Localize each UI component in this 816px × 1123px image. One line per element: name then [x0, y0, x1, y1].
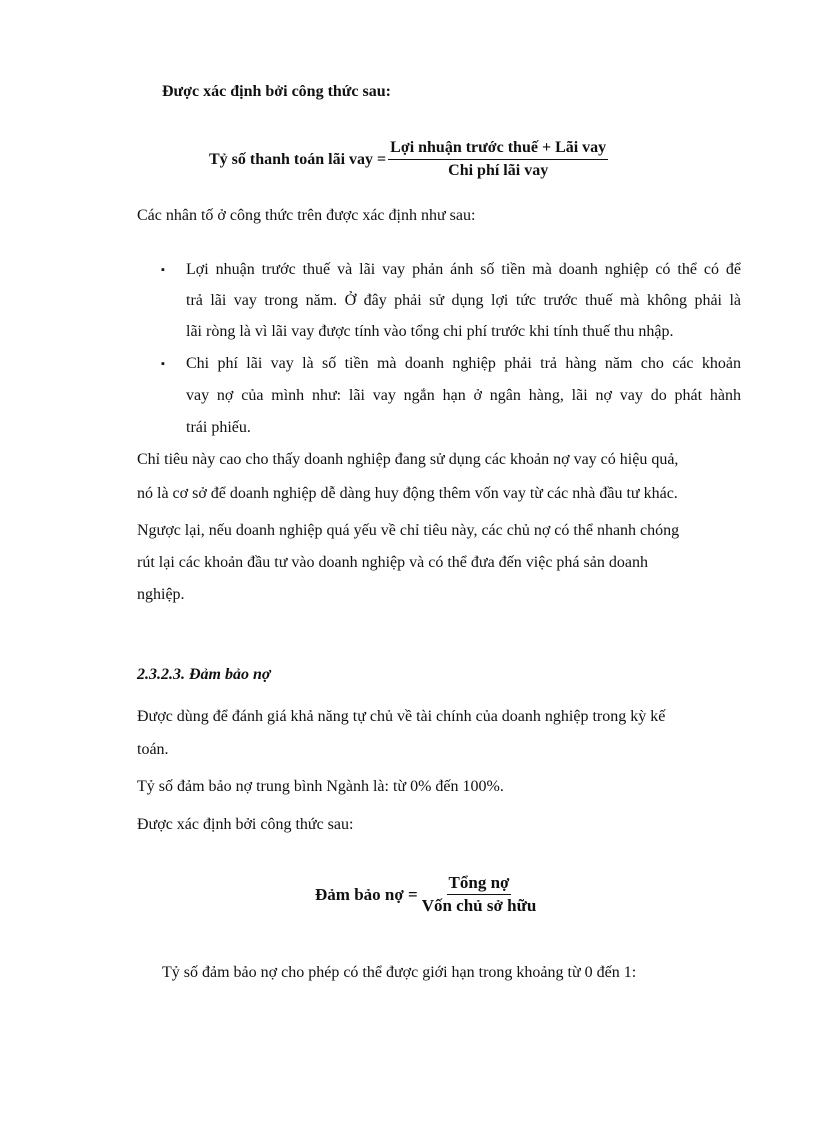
paragraph-2-line-1: Ngược lại, nếu doanh nghiệp quá yếu về chỉ tiêu này, các chủ nợ có thể nhanh chóng	[137, 522, 680, 539]
bullet-1-line-3: lãi ròng là vì lãi vay được tính vào tổng chi phí trước khi tính thuế thu nhập.	[186, 323, 674, 340]
interest-coverage-formula	[209, 138, 608, 181]
formula-fraction	[388, 138, 608, 181]
formula-intro-heading: Được xác định bởi công thức sau:	[162, 83, 391, 100]
debt-guarantee-formula	[315, 873, 538, 916]
formula-lhs: Tỷ số thanh toán lãi vay =	[209, 150, 387, 168]
industry-average-text: Tỷ số đảm bảo nợ trung bình Ngành là: từ 0% đến 100%.	[137, 778, 504, 795]
bullet-marker-icon: ▪	[161, 358, 165, 370]
section-heading: 2.3.2.3. Đảm bảo nợ	[137, 666, 271, 683]
paragraph-2-line-3: nghiệp.	[137, 586, 185, 603]
bullet-1-line-2: trả lãi vay trong năm. Ở đây phải sử dụng lợi tức trước thuế mà không phải là	[186, 292, 741, 309]
bullet-2-line-1: Chi phí lãi vay là số tiền mà doanh nghiệp phải trả hàng năm cho các khoản	[186, 355, 741, 372]
paragraph-1-line-1: Chỉ tiêu này cao cho thấy doanh nghiệp đang sử dụng các khoản nợ vay có hiệu quả,	[137, 451, 679, 468]
factors-intro: Các nhân tố ở công thức trên được xác định như sau:	[137, 207, 476, 224]
formula-intro-2: Được xác định bởi công thức sau:	[137, 816, 354, 833]
bullet-marker-icon: ▪	[161, 264, 165, 276]
formula-lhs: Đảm bảo nợ =	[315, 884, 418, 904]
paragraph-1-line-2: nó là cơ sở để doanh nghiệp dễ dàng huy động thêm vốn vay từ các nhà đầu tư khác.	[137, 485, 678, 502]
paragraph-2-line-2: rút lại các khoản đầu tư vào doanh nghiệp và có thể đưa đến việc phá sản doanh	[137, 554, 648, 571]
bullet-2-line-3: trái phiếu.	[186, 419, 251, 436]
bullet-2-line-2: vay nợ của mình như: lãi vay ngắn hạn ở ngân hàng, lãi nợ vay do phát hành	[186, 387, 741, 404]
section-desc-line-2: toán.	[137, 741, 169, 758]
formula-fraction	[420, 873, 539, 916]
formula-denominator: Vốn chủ sở hữu	[421, 896, 537, 915]
section-desc-line-1: Được dùng để đánh giá khả năng tự chủ về tài chính của doanh nghiệp trong kỳ kế	[137, 708, 666, 725]
bullet-1-line-1: Lợi nhuận trước thuế và lãi vay phản ánh số tiền mà doanh nghiệp có thể có để	[186, 261, 741, 278]
closing-line: Tỷ số đảm bảo nợ cho phép có thể được giới hạn trong khoảng từ 0 đến 1:	[162, 964, 637, 981]
formula-numerator: Tổng nợ	[447, 873, 512, 895]
formula-denominator: Chi phí lãi vay	[448, 162, 549, 179]
formula-numerator: Lợi nhuận trước thuế + Lãi vay	[388, 138, 608, 160]
